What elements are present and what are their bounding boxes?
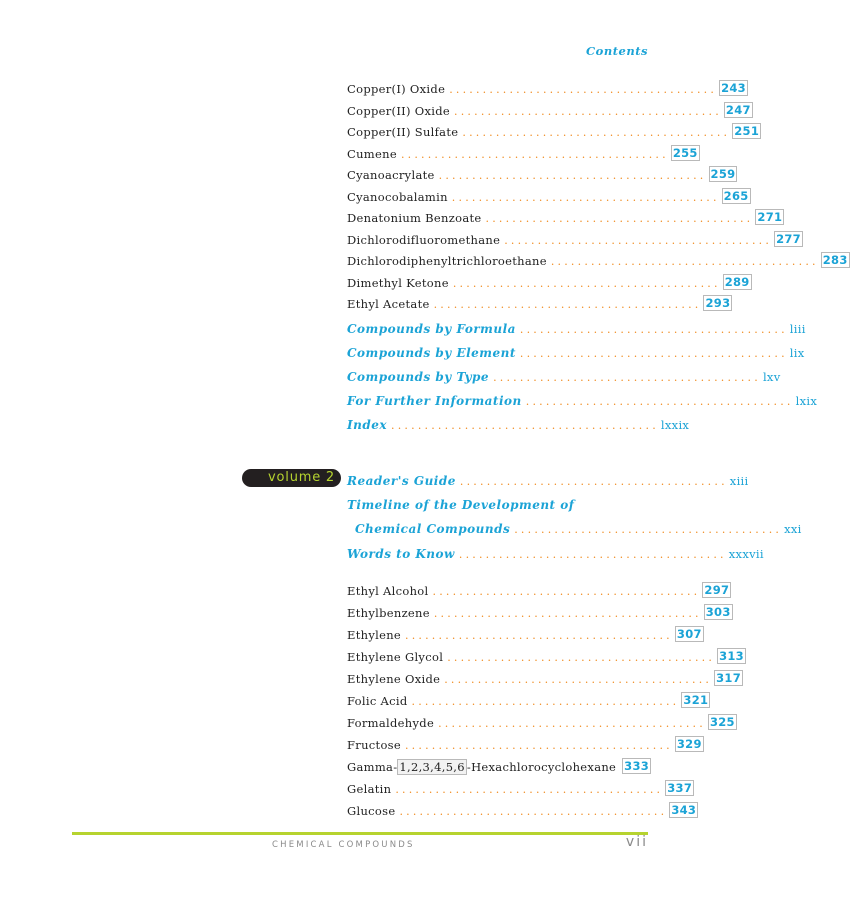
- dot-leader: ........................................: [447, 651, 716, 664]
- entry-page[interactable]: 277: [776, 232, 801, 246]
- dot-leader: ........................................: [444, 673, 713, 686]
- toc-section[interactable]: [347, 364, 781, 384]
- entry-page[interactable]: 313: [719, 649, 744, 663]
- dot-leader: [618, 761, 620, 774]
- section-title: For Further Information: [347, 394, 522, 408]
- dot-leader: ........................................: [432, 585, 701, 598]
- dot-leader: ........................................: [438, 169, 707, 182]
- entry-page[interactable]: 325: [709, 715, 735, 729]
- toc-entry[interactable]: [347, 119, 760, 139]
- toc-entry[interactable]: [347, 710, 735, 730]
- toc-section[interactable]: [347, 316, 806, 336]
- toc-entry[interactable]: [347, 141, 698, 161]
- toc-entry[interactable]: [347, 732, 702, 752]
- toc-entry[interactable]: [347, 622, 702, 642]
- entry-title: Cumene: [347, 147, 397, 161]
- dot-leader: ........................................: [454, 105, 722, 118]
- entry-page[interactable]: 303: [705, 605, 731, 619]
- entry-title: Fructose: [347, 738, 401, 752]
- entry-page[interactable]: 293: [705, 296, 731, 310]
- entry-title: Copper(II) Oxide: [347, 104, 451, 118]
- running-header: Contents: [586, 44, 648, 58]
- dot-leader: ........................................: [405, 629, 673, 642]
- dot-leader: ........................................: [462, 126, 731, 139]
- entry-page[interactable]: 247: [725, 103, 751, 117]
- section-title: Compounds by Element: [347, 346, 516, 360]
- entry-page[interactable]: 265: [723, 189, 749, 203]
- toc-entry[interactable]: [347, 666, 742, 686]
- dot-leader: ........................................: [504, 234, 773, 247]
- section-page[interactable]: lxxix: [660, 418, 690, 432]
- footer-rule: [72, 832, 648, 835]
- entry-title: Ethylene Glycol: [347, 650, 444, 664]
- toc-entry[interactable]: [347, 76, 746, 96]
- section-page[interactable]: lix: [789, 346, 805, 360]
- section-title: Index: [347, 418, 388, 432]
- dot-leader: ........................................: [433, 607, 702, 620]
- dot-leader: ........................................: [519, 347, 788, 360]
- entry-page[interactable]: 321: [683, 693, 709, 707]
- dot-leader: ........................................: [449, 83, 718, 96]
- section-title: Compounds by Type: [347, 370, 490, 384]
- toc-entry[interactable]: [347, 248, 848, 268]
- entry-page[interactable]: 289: [724, 275, 750, 289]
- dot-leader: ........................................: [411, 695, 680, 708]
- entry-title: Dichlorodifluoromethane: [347, 233, 501, 247]
- dot-leader: ........................................: [459, 475, 728, 488]
- toc-section[interactable]: [347, 340, 805, 360]
- dot-leader: ........................................: [493, 371, 761, 384]
- toc-section-line[interactable]: [347, 492, 648, 512]
- toc-entry[interactable]: [347, 578, 730, 598]
- dot-leader: ........................................: [395, 783, 664, 796]
- dot-leader: ........................................: [452, 277, 721, 290]
- section-title: Timeline of the Development of: [347, 498, 575, 512]
- entry-title: Copper(I) Oxide: [347, 82, 446, 96]
- section-page[interactable]: lxv: [762, 370, 781, 384]
- entry-title: Cyanocobalamin: [347, 190, 448, 204]
- toc-entry[interactable]: [347, 291, 731, 311]
- toc-section[interactable]: [347, 516, 802, 536]
- gamma-suffix: -Hexachlorocyclohexane: [466, 760, 617, 774]
- entry-title: Ethylene Oxide: [347, 672, 441, 686]
- toc-entry[interactable]: [347, 184, 749, 204]
- toc-section[interactable]: [347, 388, 818, 408]
- entry-title: Gelatin: [347, 782, 392, 796]
- dot-leader: ........................................: [525, 395, 794, 408]
- entry-title: Ethylbenzene: [347, 606, 430, 620]
- section-page[interactable]: xiii: [729, 474, 749, 488]
- toc-entry[interactable]: [347, 98, 751, 118]
- toc-entry[interactable]: [347, 205, 783, 225]
- toc-entry[interactable]: [347, 754, 648, 774]
- toc-entry[interactable]: [347, 270, 750, 290]
- entry-title: Formaldehyde: [347, 716, 435, 730]
- section-page[interactable]: lxix: [795, 394, 818, 408]
- toc-entry[interactable]: [347, 688, 709, 708]
- toc-entry[interactable]: [347, 798, 697, 818]
- section-page[interactable]: liii: [789, 322, 806, 336]
- dot-leader: ........................................: [433, 298, 702, 311]
- entry-title: Dimethyl Ketone: [347, 276, 449, 290]
- entry-page[interactable]: 317: [716, 671, 742, 685]
- dot-leader: ........................................: [550, 255, 819, 268]
- entry-page[interactable]: 243: [721, 81, 746, 95]
- footer-page-number: vii: [625, 834, 648, 850]
- entry-title: [347, 760, 616, 774]
- entry-title: Copper(II) Sulfate: [347, 125, 459, 139]
- entry-title: Denatonium Benzoate: [347, 211, 482, 225]
- section-title: Words to Know: [347, 547, 455, 561]
- toc-entry[interactable]: [347, 600, 731, 620]
- entry-title: Ethylene: [347, 628, 402, 642]
- dot-leader: ........................................: [400, 148, 669, 161]
- section-title: Chemical Compounds: [355, 522, 511, 536]
- entry-title: Ethyl Acetate: [347, 297, 430, 311]
- toc-section[interactable]: [347, 412, 690, 432]
- dot-leader: ........................................: [399, 805, 668, 818]
- dot-leader: ........................................: [438, 717, 706, 730]
- toc-entry[interactable]: [347, 644, 744, 664]
- entry-page[interactable]: 337: [667, 781, 693, 795]
- section-title: Compounds by Formula: [347, 322, 516, 336]
- toc-entry[interactable]: [347, 227, 801, 247]
- toc-section[interactable]: [347, 541, 764, 561]
- entry-title: Dichlorodiphenyltrichloroethane: [347, 254, 547, 268]
- entry-page[interactable]: 251: [734, 124, 760, 138]
- entry-page[interactable]: 343: [671, 803, 697, 817]
- section-title: Reader's Guide: [347, 474, 456, 488]
- dot-leader: ........................................: [451, 191, 720, 204]
- entry-title: Folic Acid: [347, 694, 408, 708]
- dot-leader: ........................................: [519, 323, 788, 336]
- toc-entry[interactable]: [347, 776, 693, 796]
- dot-leader: ........................................: [514, 523, 783, 536]
- entry-title: Cyanoacrylate: [347, 168, 435, 182]
- entry-page[interactable]: 307: [676, 627, 702, 641]
- toc-section[interactable]: [347, 468, 749, 488]
- section-page[interactable]: xxi: [784, 522, 802, 536]
- volume-badge: volume 2: [242, 469, 341, 487]
- entry-page[interactable]: 297: [704, 583, 730, 597]
- section-page[interactable]: xxxvii: [728, 547, 764, 561]
- entry-title: Ethyl Alcohol: [347, 584, 429, 598]
- footer-book-title: CHEMICAL COMPOUNDS: [272, 840, 415, 850]
- gamma-prefix: Gamma-: [347, 760, 398, 774]
- toc-entry[interactable]: [347, 162, 736, 182]
- entry-page[interactable]: 333: [624, 759, 650, 773]
- entry-page[interactable]: 283: [822, 253, 848, 267]
- dot-leader: ........................................: [485, 212, 754, 225]
- entry-page[interactable]: 259: [710, 167, 736, 181]
- locant-box: 1,2,3,4,5,6: [399, 760, 465, 774]
- entry-page[interactable]: 271: [757, 210, 783, 224]
- dot-leader: ........................................: [391, 419, 659, 432]
- entry-page[interactable]: 329: [676, 737, 702, 751]
- dot-leader: ........................................: [458, 548, 727, 561]
- dot-leader: ........................................: [404, 739, 673, 752]
- entry-page[interactable]: 255: [672, 146, 698, 160]
- entry-title: Glucose: [347, 804, 396, 818]
